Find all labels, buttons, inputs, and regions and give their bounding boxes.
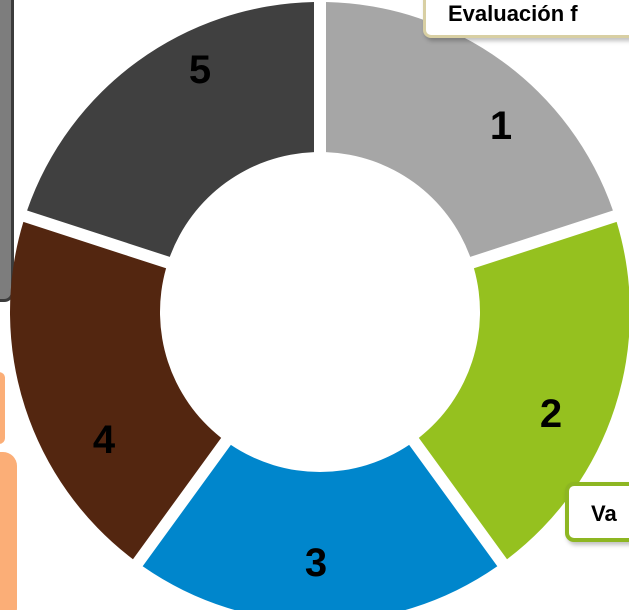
segment-5 (27, 2, 314, 257)
segment-1 (326, 2, 613, 257)
segment-4-label: 4 (92, 418, 116, 462)
segment-1-label: 1 (489, 104, 513, 148)
segment-3-label: 3 (304, 541, 328, 585)
evaluation-callout: Evaluación f (423, 0, 629, 38)
value-callout: Va (565, 482, 629, 542)
segment-5-label: 5 (188, 48, 212, 92)
segment-2-label: 2 (539, 392, 563, 436)
